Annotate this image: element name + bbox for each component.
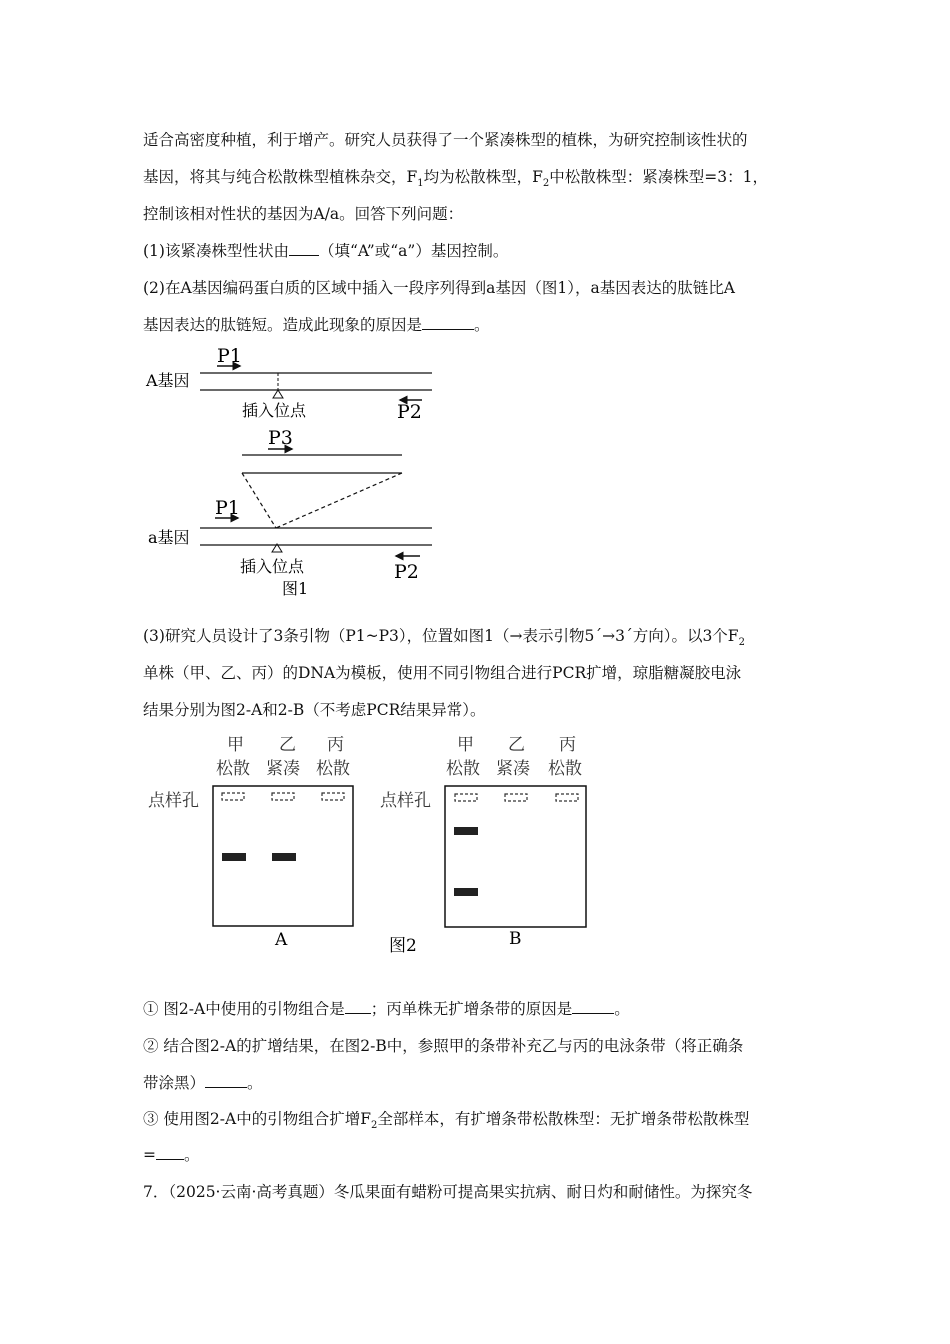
question-7: 7．（2025·云南·高考真题）冬瓜果面有蜡粉可提高果实抗病、耐日灼和耐储性。为探究冬 [143, 1183, 753, 1201]
gel-band [454, 827, 478, 835]
lane-name: 丙 [327, 735, 344, 755]
figure-1-caption: 图1 [282, 579, 309, 598]
intro-line-3: 控制该相对性状的基因为A/a。回答下列问题： [143, 205, 464, 223]
question-text: ；丙单株无扩增条带的原因是 [370, 1000, 573, 1018]
sub-question-2-line-1: ② 结合图2-A的扩增结果，在图2-B中，参照甲的条带补充乙与丙的电泳条带（将正确条 [143, 1037, 744, 1055]
gel-frame [445, 786, 586, 927]
sample-well [505, 794, 527, 801]
insert-guide-left [242, 473, 276, 528]
intro-text: 基因，将其与纯合松散株型植株杂交，F [143, 168, 418, 186]
lane-name: 丙 [559, 735, 576, 755]
sub-question-3-line-2 [143, 1143, 200, 1165]
sample-well [272, 793, 294, 800]
question-text: 。 [247, 1074, 263, 1092]
question-3-line-3: 结果分别为图2-A和2-B（不考虑PCR结果异常）。 [143, 701, 486, 719]
gel-panel-a [148, 735, 353, 950]
question-text: ① 图2-A中使用的引物组合是 [143, 1000, 345, 1018]
sub-question-1 [143, 997, 630, 1019]
question-text: 带涂黑） [143, 1074, 206, 1092]
question-text: 全部样本，有扩增条带松散株型：无扩增条带松散株型 [377, 1110, 750, 1128]
p2-label-top: P2 [397, 401, 422, 423]
gel-panel-b [380, 735, 586, 949]
question-text: 。 [614, 1000, 630, 1018]
intro-line-2 [143, 165, 768, 189]
subscript: 2 [370, 1120, 378, 1132]
lane-type: 松散 [446, 759, 480, 779]
panel-b-label: B [509, 929, 522, 949]
lane-type: 紧凑 [266, 759, 300, 779]
answer-blank[interactable] [156, 1145, 184, 1160]
sub-question-3-line-1 [143, 1107, 749, 1131]
sample-well [455, 794, 477, 801]
lane-name: 甲 [457, 735, 474, 755]
figure-1 [140, 338, 450, 608]
subscript: 2 [738, 637, 745, 649]
answer-blank[interactable] [289, 241, 319, 256]
p1-label-bottom: P1 [215, 497, 240, 519]
p2-label-bottom: P2 [394, 561, 419, 583]
question-2-line-2 [143, 313, 490, 335]
lane-type: 紧凑 [496, 759, 530, 779]
answer-blank[interactable] [572, 999, 614, 1014]
p3-label: P3 [268, 427, 293, 449]
figure-2 [140, 728, 610, 960]
intro-text: 中松散株型：紧凑株型=3：1， [549, 168, 768, 186]
insertion-site-label-top: 插入位点 [242, 401, 307, 420]
gel-band [222, 853, 246, 861]
a-lower-gene-label: a基因 [148, 528, 190, 547]
question-text: 。 [184, 1146, 200, 1164]
sample-well [322, 793, 344, 800]
question-text: 。 [474, 316, 490, 334]
a-upper-gene-label: A基因 [146, 371, 190, 390]
question-2-line-1: (2)在A基因编码蛋白质的区域中插入一段序列得到a基因（图1），a基因表达的肽链比A [143, 279, 735, 297]
p1-label-top: P1 [217, 345, 242, 367]
lane-type: 松散 [216, 759, 250, 779]
lane-type: 松散 [548, 759, 582, 779]
question-text: (3)研究人员设计了3条引物（P1~P3），位置如图1（→表示引物5´→3´方向）。以3个F [143, 627, 739, 645]
intro-text: 均为松散株型，F [423, 168, 543, 186]
question-text: ③ 使用图2-A中的引物组合扩增F [143, 1110, 371, 1128]
panel-a-label: A [275, 930, 288, 950]
insert-guide-right [276, 473, 402, 528]
question-text: (1)该紧凑株型性状由 [143, 242, 289, 260]
subscript: 1 [417, 178, 424, 190]
lane-type: 松散 [316, 759, 350, 779]
question-3-line-2: 单株（甲、乙、丙）的DNA为模板，使用不同引物组合进行PCR扩增，琼脂糖凝胶电泳 [143, 664, 742, 682]
lane-name: 乙 [279, 735, 296, 755]
question-3-line-1 [143, 624, 745, 648]
question-1 [143, 239, 508, 261]
question-text: = [143, 1146, 156, 1164]
gel-band [272, 853, 296, 861]
question-text: （填“A”或“a”）基因控制。 [318, 242, 509, 260]
question-text: 基因表达的肽链短。造成此现象的原因是 [143, 316, 423, 334]
insertion-site-label-bottom: 插入位点 [240, 557, 305, 576]
sample-well [556, 794, 578, 801]
well-label: 点样孔 [380, 791, 431, 811]
intro-line-1: 适合高密度种植，利于增产。研究人员获得了一个紧凑株型的植株，为研究控制该性状的 [143, 131, 748, 149]
answer-blank[interactable] [205, 1073, 247, 1088]
gel-band [454, 888, 478, 896]
insertion-triangle-top [273, 390, 283, 398]
subscript: 2 [542, 178, 550, 190]
figure-2-caption: 图2 [389, 936, 417, 956]
sample-well [222, 793, 244, 800]
lane-name: 甲 [227, 735, 244, 755]
well-label: 点样孔 [148, 791, 199, 811]
lane-name: 乙 [508, 735, 525, 755]
answer-blank[interactable] [422, 315, 474, 330]
answer-blank[interactable] [345, 999, 371, 1014]
sub-question-2-line-2 [143, 1071, 263, 1093]
